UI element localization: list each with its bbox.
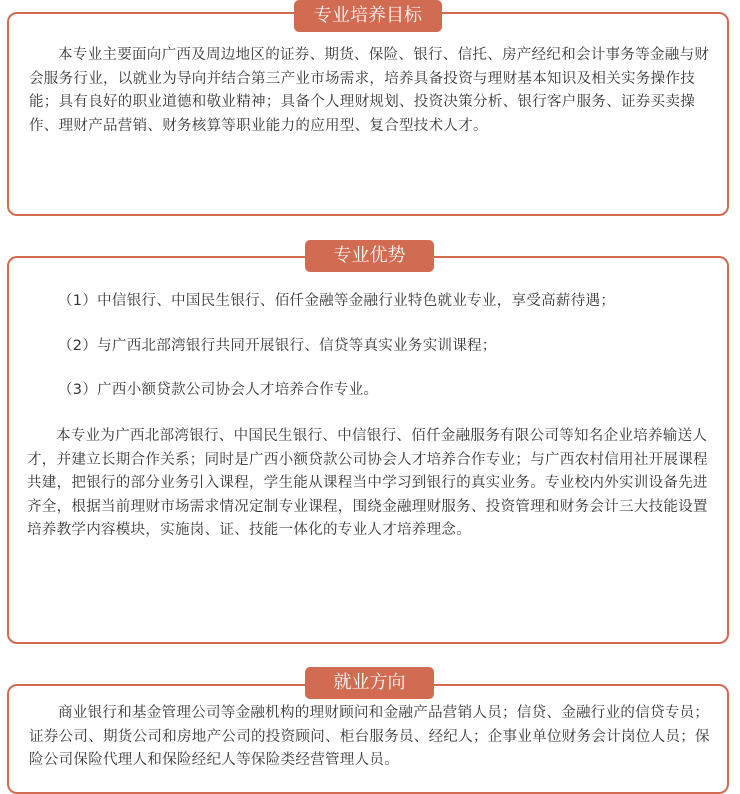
advantage-section-title: 专业优势 — [305, 240, 434, 272]
career-paragraph: 商业银行和基金管理公司等金融机构的理财顾问和金融产品营销人员；信贷、金融行业的信贷专员；证券公司、期货公司和房地产公司的投资顾问、柜台服务员、经纪人；企事业单位财务会计岗位人员；保险公司保险代理人和保险经纪人等保险类经营管理人员。 — [29, 705, 710, 768]
advantage-item-3: （3）广西小额贷款公司协会人才培养合作专业。 — [58, 382, 379, 398]
goal-paragraph: 本专业主要面向广西及周边地区的证券、期货、保险、银行、信托、房产经纪和会计事务等金融与财会服务行业，以就业为导向并结合第三产业市场需求，培养具备投资与理财基本知识及相关实务操作技能；具有良好的职业道德和敬业精神；具备个人理财规划、投资决策分析、银行客户服务、证券买卖操作、理财产品营销、财务核算等职业能力的应用型、复合型技术人才。 — [29, 47, 710, 134]
advantage-item-2: （2）与广西北部湾银行共同开展银行、信贷等真实业务实训课程； — [58, 338, 497, 354]
career-section-title: 就业方向 — [305, 667, 434, 699]
advantage-paragraph: 本专业为广西北部湾银行、中国民生银行、中信银行、佰仟金融服务有限公司等知名企业培养输送人才，并建立长期合作关系；同时是广西小额贷款公司协会人才培养合作专业；与广西农村信用社开展课程共建，把银行的部分业务引入课程，学生能从课程当中学习到银行的真实业务。专业校内外实训设备先进齐全，根据当前理财市场需求情况定制专业课程，围绕金融理财服务、投资管理和财务会计三大技能设置培养教学内容模块，实施岗、证、技能一体化的专业人才培养理念。 — [27, 428, 708, 538]
advantage-item-1: （1）中信银行、中国民生银行、佰仟金融等金融行业特色就业专业，享受高薪待遇； — [58, 293, 616, 309]
goal-section-title: 专业培养目标 — [294, 0, 442, 32]
